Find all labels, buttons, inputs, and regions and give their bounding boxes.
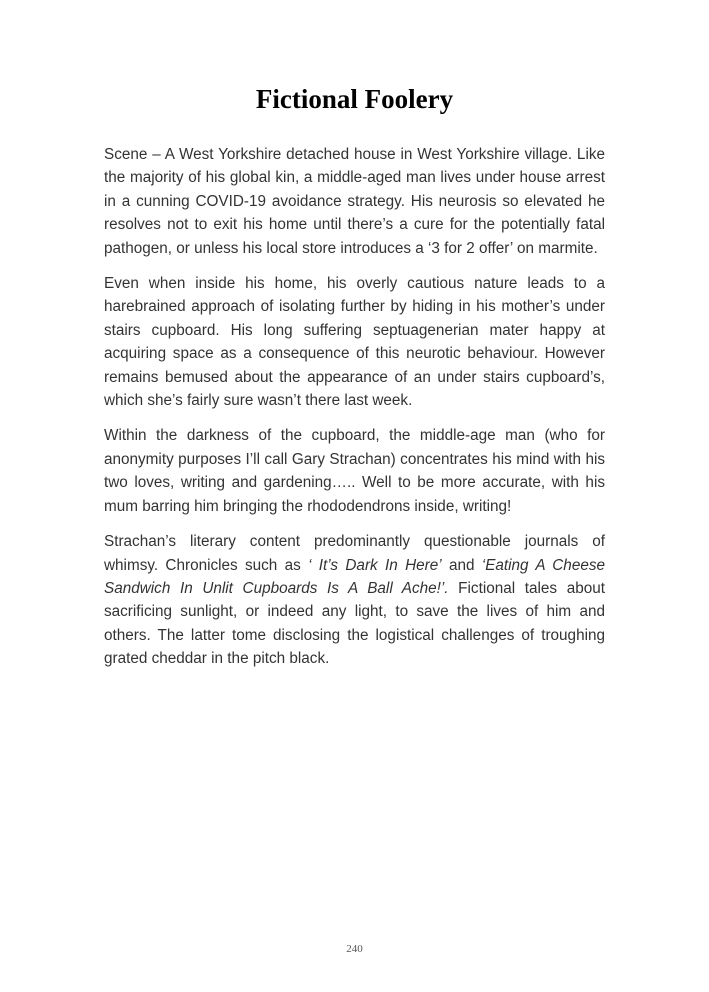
paragraph-3: Within the darkness of the cupboard, the middle-age man (who for anonymity purposes I’ll call Gary Strachan) concentrates his mind with his two loves, writing and gardening….. Well to be more accurate, with his mum barring him bringing the rhododendrons inside, writing!: [104, 427, 605, 515]
paragraph-4: [104, 530, 605, 670]
paragraph-2: Even when inside his home, his overly cautious nature leads to a harebrained approach of isolating further by hiding in his mother’s under stairs cupboard. His long suffering septuagenerian mater happy at acquiring space as a consequence of this neurotic behaviour. However remains bemused about the appearance of an under stairs cupboard’s, which she’s fairly sure wasn’t there last week.: [104, 275, 605, 410]
paragraph-1: Scene – A West Yorkshire detached house in West Yorkshire village. Like the majority of his global kin, a middle-aged man lives under house arrest in a cunning COVID-19 avoidance strategy. His neurosis so elevated he resolves not to exit his home until there’s a cure for the potentially fatal pathogen, or unless his local store introduces a ‘3 for 2 offer’ on marmite.: [104, 146, 605, 257]
page-number: 240: [346, 943, 363, 955]
page-title: Fictional Foolery: [255, 84, 454, 114]
paragraph-4-part-1: Strachan’s literary content predominantly questionable journals of whimsy. Chronicles such as: [104, 533, 605, 574]
body-text: [104, 143, 605, 683]
book-title-2: ‘Eating A Cheese Sandwich In Unlit Cupboards Is A Ball Ache!’.: [104, 556, 605, 597]
paragraph-4-part-3: Fictional tales about sacrificing sunlight, or indeed any light, to save the lives of him and others. The latter tome disclosing the logistical challenges of troughing grated cheddar in the pitch black.: [104, 579, 605, 668]
book-title-1: ‘ It’s Dark In Here’: [308, 556, 442, 574]
paragraph-4-part-2: and: [441, 556, 482, 574]
